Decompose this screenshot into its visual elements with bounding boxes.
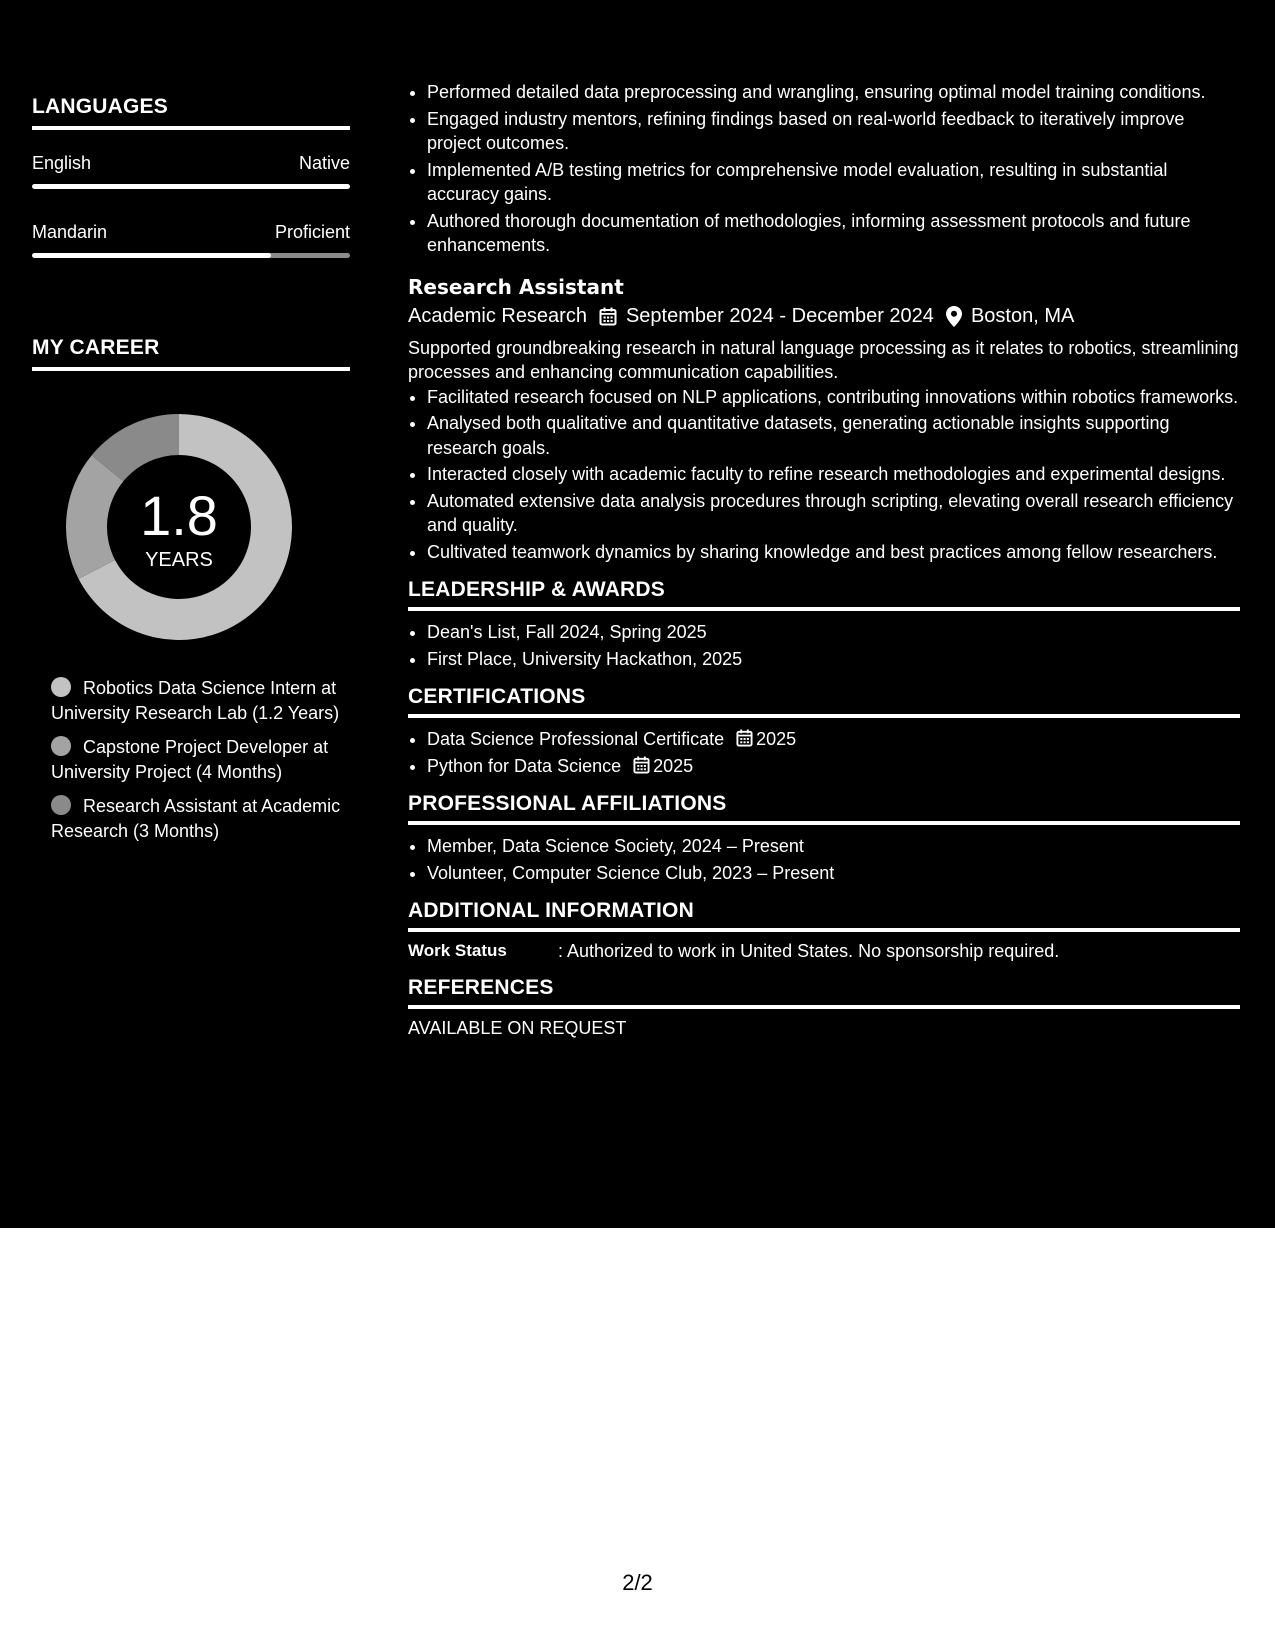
career-heading: MY CAREER	[32, 336, 160, 359]
work-status-row	[408, 941, 1240, 962]
bullet-item: • Volunteer, Computer Science Club, 2023 – Present	[427, 861, 1240, 886]
job-summary: Supported groundbreaking research in natural language processing as it relates to robotics, streamlining processes and enhancing communication capabilities.	[408, 337, 1239, 382]
legend-dot-icon	[51, 795, 71, 815]
bullet-item: • Interacted closely with academic faculty to refine research methodologies and experimental designs.	[427, 462, 1240, 487]
bullet-item: • Member, Data Science Society, 2024 – Present	[427, 834, 1240, 859]
language-bar-english	[32, 184, 350, 189]
career-legend	[51, 676, 341, 853]
job-dates: September 2024 - December 2024	[625, 304, 934, 327]
language-name: Mandarin	[32, 222, 108, 242]
location-pin-icon	[946, 306, 962, 327]
certifications-heading: CERTIFICATIONS	[408, 685, 586, 708]
language-level: Native	[298, 153, 350, 173]
certifications-list	[408, 727, 1240, 778]
bullet-item: • Dean's List, Fall 2024, Spring 2025	[427, 620, 1240, 645]
leadership-list	[408, 620, 1240, 671]
section-rule	[408, 928, 1240, 932]
job-title: Research Assistant	[408, 274, 624, 299]
career-total-unit: YEARS	[145, 549, 213, 571]
references-heading: REFERENCES	[408, 976, 554, 999]
section-rule	[408, 1005, 1240, 1009]
calendar-icon	[736, 729, 753, 747]
certification-item	[427, 754, 1240, 779]
job-bullets	[408, 385, 1240, 565]
language-level: Proficient	[274, 222, 350, 242]
bullet-item: • Facilitated research focused on NLP applications, contributing innovations within robotics frameworks.	[427, 385, 1240, 410]
certification-year: 2025	[756, 729, 797, 749]
career-heading-rule	[32, 367, 350, 371]
career-legend-item	[51, 676, 341, 725]
languages-heading: LANGUAGES	[32, 95, 168, 118]
languages-heading-rule	[32, 126, 350, 130]
bullet-item: • Implemented A/B testing metrics for comprehensive model evaluation, resulting in substantial accuracy gains.	[427, 158, 1240, 207]
career-total-years: 1.8	[140, 484, 218, 547]
career-legend-label: Capstone Project Developer at University Project (4 Months)	[51, 737, 329, 782]
career-legend-label: Robotics Data Science Intern at University Research Lab (1.2 Years)	[51, 678, 340, 723]
work-status-label: Work Status	[408, 941, 507, 960]
calendar-icon	[633, 756, 650, 774]
main-column	[408, 80, 1240, 1039]
job-meta	[408, 305, 1240, 328]
certification-name: Data Science Professional Certificate	[427, 729, 725, 749]
career-legend-item	[51, 735, 341, 784]
bullet-item: • Cultivated teamwork dynamics by sharing knowledge and best practices among fellow researchers.	[427, 540, 1240, 565]
career-legend-item	[51, 794, 341, 843]
career-legend-label: Research Assistant at Academic Research (3 Months)	[51, 796, 341, 841]
previous-job-bullets	[408, 80, 1240, 258]
legend-dot-icon	[51, 736, 71, 756]
language-bar-fill	[32, 253, 271, 258]
leadership-heading: LEADERSHIP & AWARDS	[408, 578, 665, 601]
legend-dot-icon	[51, 677, 71, 697]
language-row-english	[32, 153, 350, 174]
affiliations-list	[408, 834, 1240, 885]
bullet-item: • Engaged industry mentors, refining findings based on real-world feedback to iteratively improve project outcomes.	[427, 107, 1240, 156]
section-rule	[408, 714, 1240, 718]
job-company: Academic Research	[408, 304, 587, 327]
section-rule	[408, 821, 1240, 825]
page-number: 2/2	[622, 1570, 653, 1595]
references-text: AVAILABLE ON REQUEST	[408, 1018, 627, 1038]
certification-item	[427, 727, 1240, 752]
bullet-item: • First Place, University Hackathon, 2025	[427, 647, 1240, 672]
certification-year: 2025	[653, 755, 694, 776]
language-name: English	[32, 153, 92, 173]
section-rule	[408, 607, 1240, 611]
sidebar	[0, 0, 382, 1228]
bullet-item: • Automated extensive data analysis procedures through scripting, elevating overall research efficiency and quality.	[427, 489, 1240, 538]
work-status-value: : Authorized to work in United States. No sponsorship required.	[558, 941, 1060, 961]
language-bar-fill	[32, 184, 350, 189]
language-bar-mandarin	[32, 253, 350, 258]
bullet-item: • Analysed both qualitative and quantitative datasets, generating actionable insights supporting research goals.	[427, 411, 1240, 460]
calendar-icon	[599, 307, 617, 326]
bullet-item: • Performed detailed data preprocessing and wrangling, ensuring optimal model training conditions.	[427, 80, 1240, 105]
affiliations-heading: PROFESSIONAL AFFILIATIONS	[408, 792, 727, 815]
bullet-item: • Authored thorough documentation of methodologies, informing assessment protocols and future enhancements.	[427, 209, 1240, 258]
certification-name: Python for Data Science	[427, 755, 622, 776]
additional-info-heading: ADDITIONAL INFORMATION	[408, 899, 694, 922]
job-location: Boston, MA	[970, 304, 1075, 327]
language-row-mandarin	[32, 222, 350, 243]
